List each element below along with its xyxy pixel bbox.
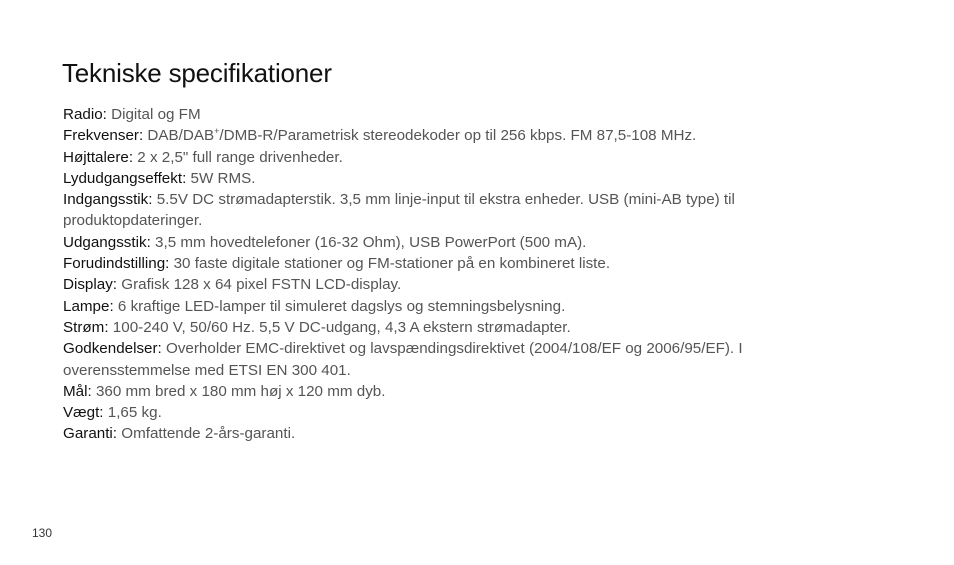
spec-value: Overholder EMC-direktivet og lavspændingsdirektivet (2004/108/EF og 2006/95/EF). I overensstemmelse med ETSI EN 300 401. — [63, 340, 743, 379]
spec-item-lydudgangseffekt — [63, 168, 853, 189]
spec-label: Lydudgangseffekt: — [63, 169, 187, 187]
spec-item-maal — [63, 381, 853, 402]
spec-label: Strøm: — [63, 318, 109, 336]
spec-value-part: DAB/DAB — [147, 127, 215, 145]
spec-value: 30 faste digitale stationer og FM-stationer på en kombineret liste. — [173, 255, 611, 273]
spec-value: Omfattende 2-års-garanti. — [121, 425, 296, 443]
spec-label: Display: — [63, 276, 118, 294]
spec-item-indgangsstik — [63, 189, 853, 232]
spec-item-godkendelser — [63, 338, 853, 381]
spec-item-udgangsstik — [63, 232, 853, 253]
page-number: 130 — [32, 526, 53, 540]
spec-value-part: /DMB-R/Parametrisk stereodekoder op til 256 kbps. FM 87,5-108 MHz. — [219, 127, 697, 145]
spec-value: 6 kraftige LED-lamper til simuleret dagslys og stemningsbelysning. — [117, 297, 566, 315]
spec-label: Forudindstilling: — [63, 255, 170, 273]
spec-value: 3,5 mm hovedtelefoner (16-32 Ohm), USB PowerPort (500 mA). — [155, 233, 587, 251]
spec-label: Indgangsstik: — [63, 191, 153, 209]
spec-value: 5.5V DC strømadapterstik. 3,5 mm linje-input til ekstra enheder. USB (mini-AB type) til produktopdateringer. — [63, 191, 735, 230]
spec-value: Digital og FM — [111, 106, 201, 123]
page-title: Tekniske specifikationer — [62, 58, 332, 88]
spec-item-hojttalere — [63, 147, 853, 168]
spec-value: 100-240 V, 50/60 Hz. 5,5 V DC-udgang, 4,3 A ekstern strømadapter. — [112, 318, 571, 336]
spec-label: Garanti: — [63, 425, 118, 443]
spec-value — [147, 127, 696, 144]
spec-label: Frekvenser: — [63, 127, 144, 145]
spec-value: 2 x 2,5" full range drivenheder. — [137, 148, 343, 166]
spec-list — [63, 104, 853, 445]
spec-value: 360 mm bred x 180 mm høj x 120 mm dyb. — [95, 382, 386, 400]
spec-item-garanti — [63, 423, 853, 444]
spec-value: 5W RMS. — [190, 169, 256, 187]
spec-label: Godkendelser: — [63, 340, 162, 358]
spec-value: Grafisk 128 x 64 pixel FSTN LCD-display. — [121, 276, 402, 294]
spec-label: Vægt: — [63, 404, 104, 422]
spec-item-display — [63, 274, 853, 295]
spec-item-forudindstilling — [63, 253, 853, 274]
spec-label: Mål: — [63, 382, 92, 400]
spec-item-vaegt — [63, 402, 853, 423]
spec-label: Højttalere: — [63, 148, 134, 166]
spec-item-lampe — [63, 296, 853, 317]
spec-value: 1,65 kg. — [107, 404, 162, 422]
spec-label: Udgangsstik: — [63, 233, 151, 251]
spec-value-superscript: + — [214, 126, 220, 137]
spec-item-frekvenser — [63, 125, 853, 146]
spec-label: Lampe: — [63, 297, 114, 315]
spec-item-radio — [63, 104, 853, 125]
spec-item-strom — [63, 317, 853, 338]
spec-label: Radio: — [63, 106, 107, 123]
